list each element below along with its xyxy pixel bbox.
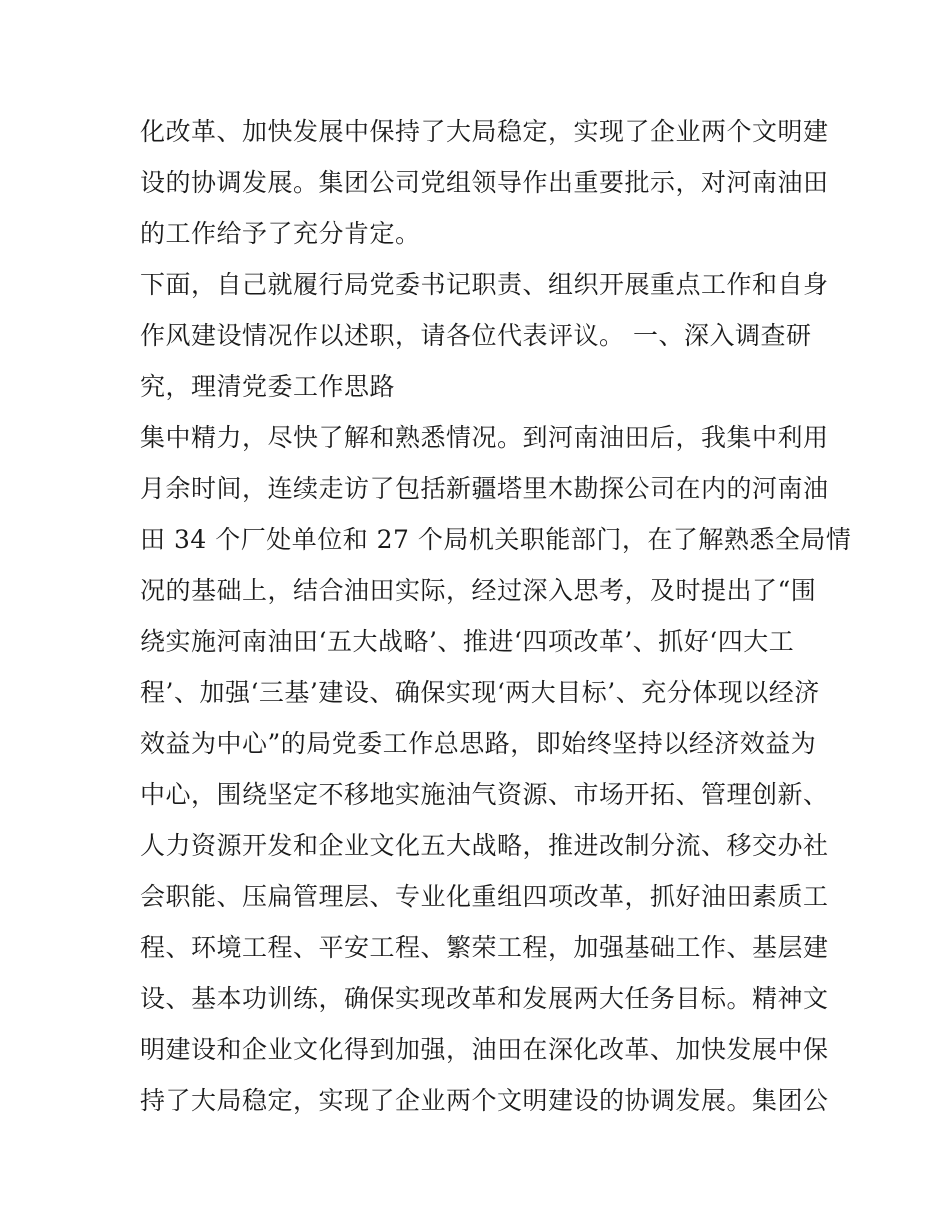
text-line: 的工作给予了充分肯定。 bbox=[140, 219, 421, 248]
text-line: 绕实施河南油田‘五大战略’、推进‘四项改革’、抓好‘四大工 bbox=[140, 627, 795, 656]
text-line: 田 34 个厂处单位和 27 个局机关职能部门，在了解熟悉全局情 bbox=[140, 525, 852, 554]
text-line: 集中精力，尽快了解和熟悉情况。到河南油田后，我集中利用 bbox=[140, 423, 829, 452]
text-line: 持了大局稳定，实现了企业两个文明建设的协调发展。集团公 bbox=[140, 1086, 829, 1115]
text-line: 究，理清党委工作思路 bbox=[140, 372, 396, 401]
paragraph-intro bbox=[140, 106, 829, 259]
text-line: 明建设和企业文化得到加强，油田在深化改革、加快发展中保 bbox=[140, 1035, 829, 1064]
paragraph-overview bbox=[140, 259, 829, 412]
text-line: 月余时间，连续走访了包括新疆塔里木勘探公司在内的河南油 bbox=[140, 474, 829, 503]
text-line: 人力资源开发和企业文化五大战略，推进改制分流、移交办社 bbox=[140, 831, 829, 860]
text-line: 程、环境工程、平安工程、繁荣工程，加强基础工作、基层建 bbox=[140, 933, 829, 962]
text-line: 设的协调发展。集团公司党组领导作出重要批示，对河南油田 bbox=[140, 168, 829, 197]
text-line: 中心，围绕坚定不移地实施油气资源、市场开拓、管理创新、 bbox=[140, 780, 829, 809]
text-line: 作风建设情况作以述职，请各位代表评议。 一、深入调查研 bbox=[140, 321, 812, 350]
paragraph-body bbox=[140, 412, 852, 1126]
text-line: 况的基础上，结合油田实际，经过深入思考，及时提出了“围 bbox=[140, 576, 817, 605]
text-line: 设、基本功训练，确保实现改革和发展两大任务目标。精神文 bbox=[140, 984, 829, 1013]
text-line: 会职能、压扁管理层、专业化重组四项改革，抓好油田素质工 bbox=[140, 882, 829, 911]
text-line: 下面，自己就履行局党委书记职责、组织开展重点工作和自身 bbox=[140, 270, 829, 299]
text-line: 效益为中心”的局党委工作总思路，即始终坚持以经济效益为 bbox=[140, 729, 817, 758]
text-line: 程’、加强‘三基’建设、确保实现‘两大目标’、充分体现以经济 bbox=[140, 678, 820, 707]
text-line: 化改革、加快发展中保持了大局稳定，实现了企业两个文明建 bbox=[140, 117, 829, 146]
